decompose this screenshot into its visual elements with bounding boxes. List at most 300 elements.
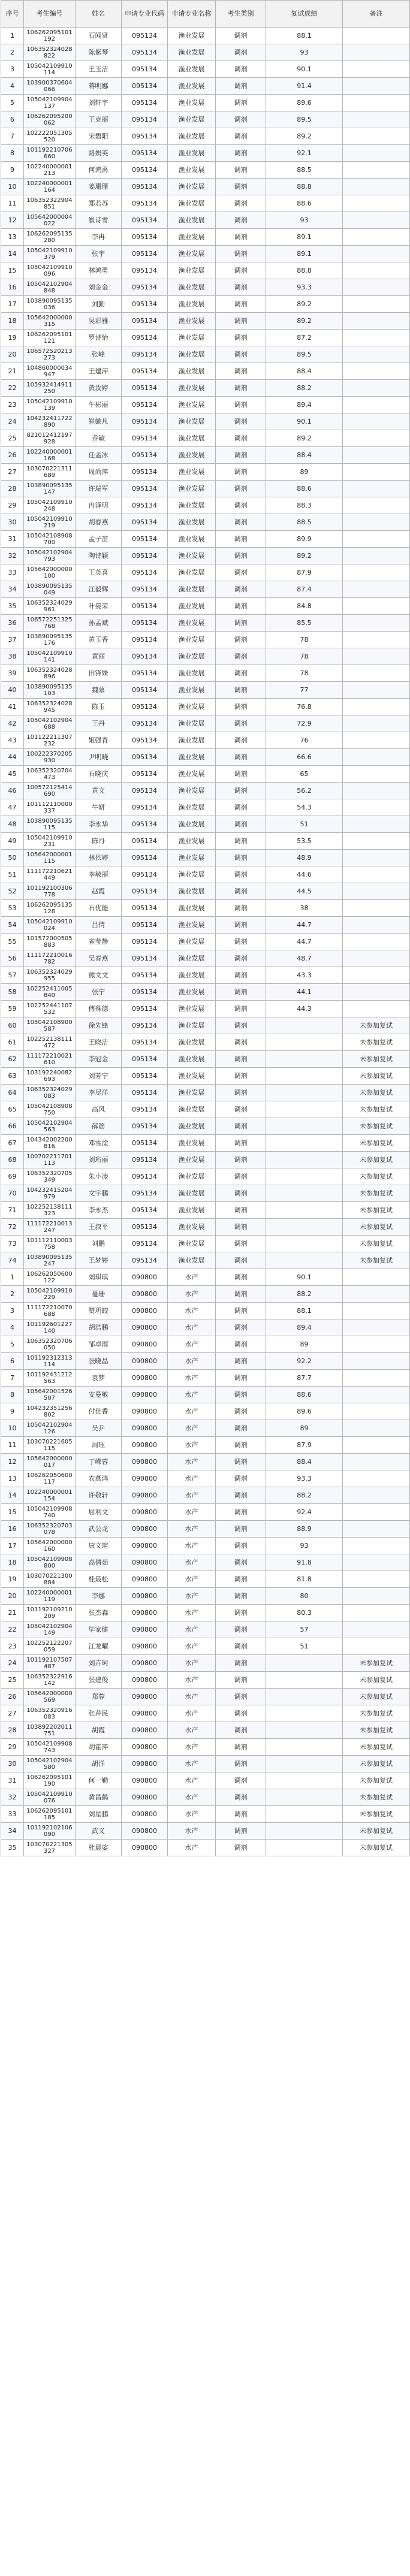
- cell-category: 调剂: [216, 1554, 266, 1571]
- cell-major-code: 095134: [122, 346, 168, 363]
- cell-note: 未参加复试: [343, 1068, 410, 1085]
- cell-name: 刘琪琪: [76, 1269, 122, 1286]
- cell-exam-id: 102240000001213: [24, 162, 76, 179]
- cell-major-name: 渔业发展: [168, 850, 216, 866]
- cell-name: 冉泽明: [76, 497, 122, 514]
- cell-category: 调剂: [216, 61, 266, 78]
- cell-exam-id: 103892202011751: [24, 1722, 76, 1739]
- cell-name: 张杰森: [76, 1605, 122, 1621]
- cell-name: 刘卉珂: [76, 1655, 122, 1672]
- cell-exam-id: 101192431212563: [24, 1370, 76, 1387]
- cell-major-code: 090800: [122, 1571, 168, 1588]
- cell-major-name: 水产: [168, 1638, 216, 1655]
- table-row: [1, 1001, 410, 1017]
- cell-major-code: 095134: [122, 883, 168, 900]
- cell-major-code: 095134: [122, 330, 168, 346]
- cell-category: 调剂: [216, 212, 266, 229]
- cell-score: 56.2: [266, 783, 343, 799]
- cell-name: 黄丽: [76, 648, 122, 665]
- cell-note: [343, 866, 410, 883]
- table-row: [1, 1487, 410, 1504]
- cell-seq: 35: [1, 598, 24, 615]
- cell-major-code: 095134: [122, 313, 168, 330]
- cell-exam-id: 111172210021610: [24, 1051, 76, 1068]
- cell-seq: 64: [1, 1085, 24, 1101]
- table-row: [1, 682, 410, 699]
- table-row: [1, 1521, 410, 1538]
- cell-category: 调剂: [216, 1420, 266, 1437]
- cell-note: 未参加复试: [343, 1034, 410, 1051]
- cell-major-code: 095134: [122, 1068, 168, 1085]
- cell-category: 调剂: [216, 1538, 266, 1554]
- table-row: [1, 380, 410, 397]
- cell-name: 丁嵘蓉: [76, 1454, 122, 1470]
- cell-exam-id: 106262095101185: [24, 1806, 76, 1823]
- cell-seq: 5: [1, 95, 24, 111]
- cell-exam-id: 103192240082693: [24, 1068, 76, 1085]
- cell-note: [343, 145, 410, 162]
- cell-major-code: 090800: [122, 1655, 168, 1672]
- table-row: [1, 1605, 410, 1621]
- cell-score: [266, 1051, 343, 1068]
- cell-major-code: 095134: [122, 1085, 168, 1101]
- cell-category: 调剂: [216, 1336, 266, 1353]
- table-row: [1, 766, 410, 783]
- cell-note: [343, 850, 410, 866]
- cell-major-name: 渔业发展: [168, 313, 216, 330]
- cell-name: 高倩茹: [76, 1554, 122, 1571]
- cell-major-code: 090800: [122, 1403, 168, 1420]
- cell-major-code: 095134: [122, 1219, 168, 1236]
- cell-major-code: 095134: [122, 1034, 168, 1051]
- cell-category: 调剂: [216, 481, 266, 497]
- cell-major-name: 水产: [168, 1420, 216, 1437]
- table-row: [1, 1403, 410, 1420]
- cell-seq: 59: [1, 1001, 24, 1017]
- cell-major-name: 渔业发展: [168, 61, 216, 78]
- cell-major-name: 渔业发展: [168, 732, 216, 749]
- cell-category: 调剂: [216, 1672, 266, 1689]
- cell-category: 调剂: [216, 934, 266, 950]
- cell-exam-id: 101112110000337: [24, 799, 76, 816]
- cell-major-name: 渔业发展: [168, 145, 216, 162]
- cell-exam-id: 105042102904563: [24, 1118, 76, 1135]
- cell-major-name: 渔业发展: [168, 648, 216, 665]
- cell-name: 田锋姝: [76, 665, 122, 682]
- cell-seq: 46: [1, 783, 24, 799]
- cell-name: 杜晨娑: [76, 1840, 122, 1856]
- cell-seq: 67: [1, 1135, 24, 1152]
- cell-major-name: 水产: [168, 1353, 216, 1370]
- cell-exam-id: 103890095135176: [24, 632, 76, 648]
- cell-exam-id: 105642000000017: [24, 1454, 76, 1470]
- cell-score: [266, 1168, 343, 1185]
- cell-major-code: 095134: [122, 1135, 168, 1152]
- cell-exam-id: 103890095135147: [24, 481, 76, 497]
- cell-note: [343, 1420, 410, 1437]
- cell-name: 任孟冰: [76, 447, 122, 464]
- cell-major-code: 095134: [122, 262, 168, 279]
- cell-category: 调剂: [216, 1236, 266, 1252]
- cell-category: 调剂: [216, 1638, 266, 1655]
- cell-exam-id: 105042109910141: [24, 648, 76, 665]
- cell-exam-id: 103070221311689: [24, 464, 76, 481]
- table-row: [1, 78, 410, 95]
- table-row: [1, 430, 410, 447]
- table-row: [1, 397, 410, 413]
- cell-seq: 20: [1, 1588, 24, 1605]
- cell-note: [343, 128, 410, 145]
- cell-major-code: 095134: [122, 900, 168, 917]
- cell-major-name: 水产: [168, 1319, 216, 1336]
- cell-category: 调剂: [216, 1135, 266, 1152]
- cell-seq: 1: [1, 1269, 24, 1286]
- cell-name: 张宇: [76, 246, 122, 262]
- cell-name: 牛彬丽: [76, 397, 122, 413]
- cell-note: [343, 1571, 410, 1588]
- cell-seq: 27: [1, 1705, 24, 1722]
- cell-name: 赞玥皎: [76, 1303, 122, 1319]
- cell-seq: 24: [1, 1655, 24, 1672]
- header-col-score: 复试成绩: [266, 1, 343, 28]
- cell-exam-id: 102252122207059: [24, 1638, 76, 1655]
- cell-exam-id: 103890095135049: [24, 581, 76, 598]
- cell-major-name: 水产: [168, 1286, 216, 1303]
- cell-exam-id: 105042102904580: [24, 1756, 76, 1772]
- cell-exam-id: 101192312313114: [24, 1353, 76, 1370]
- cell-score: 89.6: [266, 95, 343, 111]
- cell-category: 调剂: [216, 1185, 266, 1202]
- cell-major-name: 水产: [168, 1370, 216, 1387]
- cell-major-code: 095134: [122, 531, 168, 548]
- cell-score: 88.1: [266, 28, 343, 44]
- cell-exam-id: 106262095135128: [24, 900, 76, 917]
- cell-seq: 27: [1, 464, 24, 481]
- cell-name: 周珏: [76, 1437, 122, 1454]
- cell-score: 88.4: [266, 363, 343, 380]
- cell-category: 调剂: [216, 682, 266, 699]
- cell-score: 48.7: [266, 950, 343, 967]
- cell-major-code: 095134: [122, 950, 168, 967]
- cell-major-name: 渔业发展: [168, 1118, 216, 1135]
- cell-major-code: 095134: [122, 934, 168, 950]
- cell-score: 93: [266, 1538, 343, 1554]
- table-row: [1, 1370, 410, 1387]
- cell-category: 调剂: [216, 497, 266, 514]
- table-row: [1, 1789, 410, 1806]
- cell-major-name: 渔业发展: [168, 346, 216, 363]
- cell-name: 刘星鹏: [76, 1806, 122, 1823]
- cell-name: 牛妍: [76, 799, 122, 816]
- table-row: [1, 1823, 410, 1840]
- cell-category: 调剂: [216, 1840, 266, 1856]
- cell-major-name: 水产: [168, 1454, 216, 1470]
- table-row: [1, 1353, 410, 1370]
- table-row: [1, 1101, 410, 1118]
- table-row: [1, 699, 410, 715]
- cell-major-code: 095134: [122, 195, 168, 212]
- cell-exam-id: 101192109210209: [24, 1605, 76, 1621]
- cell-exam-id: 105042109908740: [24, 1504, 76, 1521]
- cell-name: 屈利文: [76, 1504, 122, 1521]
- cell-category: 调剂: [216, 514, 266, 531]
- cell-name: 薛筋: [76, 1118, 122, 1135]
- cell-name: 李永华: [76, 816, 122, 833]
- cell-name: 孙孟斌: [76, 615, 122, 632]
- cell-score: 89.6: [266, 1403, 343, 1420]
- cell-note: [343, 1621, 410, 1638]
- cell-note: [343, 1554, 410, 1571]
- cell-name: 王克丽: [76, 111, 122, 128]
- cell-major-name: 水产: [168, 1689, 216, 1705]
- cell-note: [343, 262, 410, 279]
- cell-note: [343, 195, 410, 212]
- cell-score: 66.6: [266, 749, 343, 766]
- cell-seq: 34: [1, 1823, 24, 1840]
- cell-category: 调剂: [216, 632, 266, 648]
- cell-seq: 24: [1, 413, 24, 430]
- cell-note: [343, 1286, 410, 1303]
- cell-major-code: 095134: [122, 833, 168, 850]
- cell-score: 80: [266, 1588, 343, 1605]
- cell-major-code: 090800: [122, 1387, 168, 1403]
- cell-exam-id: 106262095200062: [24, 111, 76, 128]
- table-row: [1, 162, 410, 179]
- cell-category: 调剂: [216, 1152, 266, 1168]
- cell-seq: 49: [1, 833, 24, 850]
- cell-score: [266, 1135, 343, 1152]
- cell-major-name: 渔业发展: [168, 246, 216, 262]
- cell-major-name: 渔业发展: [168, 430, 216, 447]
- table-row: [1, 1437, 410, 1454]
- cell-score: [266, 1118, 343, 1135]
- cell-major-name: 水产: [168, 1621, 216, 1638]
- cell-note: [343, 632, 410, 648]
- cell-score: [266, 1101, 343, 1118]
- cell-note: [343, 397, 410, 413]
- cell-major-name: 渔业发展: [168, 447, 216, 464]
- cell-seq: 50: [1, 850, 24, 866]
- cell-name: 黄汝婷: [76, 380, 122, 397]
- cell-exam-id: 105042109908743: [24, 1739, 76, 1756]
- cell-major-code: 095134: [122, 699, 168, 715]
- cell-name: 张宁: [76, 984, 122, 1001]
- table-row: [1, 1538, 410, 1554]
- cell-major-name: 渔业发展: [168, 1152, 216, 1168]
- cell-name: 周尚萍: [76, 464, 122, 481]
- cell-major-code: 090800: [122, 1504, 168, 1521]
- table-row: [1, 548, 410, 564]
- cell-seq: 38: [1, 648, 24, 665]
- cell-name: 熊文文: [76, 967, 122, 984]
- table-row: [1, 665, 410, 682]
- cell-note: [343, 548, 410, 564]
- cell-category: 调剂: [216, 330, 266, 346]
- table-row: [1, 1454, 410, 1470]
- cell-category: 调剂: [216, 783, 266, 799]
- cell-major-name: 水产: [168, 1571, 216, 1588]
- cell-category: 调剂: [216, 1487, 266, 1504]
- cell-score: [266, 1789, 343, 1806]
- cell-score: 89.1: [266, 229, 343, 246]
- cell-name: 邹卓雨: [76, 1336, 122, 1353]
- cell-category: 调剂: [216, 1017, 266, 1034]
- cell-major-code: 090800: [122, 1772, 168, 1789]
- table-row: [1, 1588, 410, 1605]
- table-row: [1, 330, 410, 346]
- cell-seq: 62: [1, 1051, 24, 1068]
- cell-name: 王梦婷: [76, 1252, 122, 1269]
- cell-name: 农燕鸿: [76, 1470, 122, 1487]
- table-row: [1, 900, 410, 917]
- cell-major-name: 水产: [168, 1504, 216, 1521]
- cell-major-code: 095134: [122, 682, 168, 699]
- cell-exam-id: 104860000034947: [24, 363, 76, 380]
- cell-major-code: 090800: [122, 1353, 168, 1370]
- cell-major-name: 渔业发展: [168, 632, 216, 648]
- cell-name: 陶诗颖: [76, 548, 122, 564]
- cell-score: 89.1: [266, 246, 343, 262]
- cell-exam-id: 105042102904149: [24, 1621, 76, 1638]
- cell-note: [343, 346, 410, 363]
- cell-exam-id: 103070221605115: [24, 1437, 76, 1454]
- cell-name: 陈丹: [76, 833, 122, 850]
- cell-seq: 28: [1, 1722, 24, 1739]
- cell-name: 石晓庆: [76, 766, 122, 783]
- cell-note: [343, 162, 410, 179]
- cell-category: 调剂: [216, 1219, 266, 1236]
- cell-major-name: 水产: [168, 1739, 216, 1756]
- table-row: [1, 497, 410, 514]
- cell-exam-id: 101192601227140: [24, 1319, 76, 1336]
- cell-major-name: 渔业发展: [168, 984, 216, 1001]
- cell-major-name: 渔业发展: [168, 497, 216, 514]
- cell-major-name: 渔业发展: [168, 917, 216, 934]
- cell-major-code: 095134: [122, 984, 168, 1001]
- cell-exam-id: 106352320704473: [24, 766, 76, 783]
- cell-major-name: 渔业发展: [168, 514, 216, 531]
- cell-major-code: 095134: [122, 95, 168, 111]
- cell-name: 傅殊德: [76, 1001, 122, 1017]
- table-row: [1, 1470, 410, 1487]
- cell-major-name: 渔业发展: [168, 1034, 216, 1051]
- cell-major-code: 095134: [122, 413, 168, 430]
- cell-score: 89: [266, 1336, 343, 1353]
- cell-exam-id: 103070221305327: [24, 1840, 76, 1856]
- table-row: [1, 128, 410, 145]
- cell-major-name: 水产: [168, 1705, 216, 1722]
- cell-major-code: 090800: [122, 1588, 168, 1605]
- cell-major-code: 095134: [122, 1051, 168, 1068]
- cell-seq: 51: [1, 866, 24, 883]
- cell-exam-id: 821012412197928: [24, 430, 76, 447]
- cell-name: 郑若苏: [76, 195, 122, 212]
- cell-note: [343, 682, 410, 699]
- table-row: [1, 917, 410, 934]
- cell-category: 调剂: [216, 1756, 266, 1772]
- cell-category: 调剂: [216, 1772, 266, 1789]
- cell-major-name: 水产: [168, 1403, 216, 1420]
- cell-score: 88.6: [266, 195, 343, 212]
- cell-category: 调剂: [216, 1504, 266, 1521]
- cell-exam-id: 105042102904126: [24, 1420, 76, 1437]
- cell-note: 未参加复试: [343, 1655, 410, 1672]
- cell-exam-id: 104232351256802: [24, 1403, 76, 1420]
- cell-exam-id: 106572251325768: [24, 615, 76, 632]
- cell-score: [266, 1202, 343, 1219]
- cell-major-code: 095134: [122, 128, 168, 145]
- cell-exam-id: 101112110003758: [24, 1236, 76, 1252]
- cell-category: 调剂: [216, 78, 266, 95]
- cell-exam-id: 101122211307232: [24, 732, 76, 749]
- cell-seq: 21: [1, 1605, 24, 1621]
- table-row: [1, 934, 410, 950]
- cell-major-code: 095134: [122, 229, 168, 246]
- table-row: [1, 581, 410, 598]
- cell-seq: 9: [1, 162, 24, 179]
- cell-note: 未参加复试: [343, 1219, 410, 1236]
- cell-major-name: 渔业发展: [168, 665, 216, 682]
- cell-category: 调剂: [216, 1789, 266, 1806]
- cell-major-code: 095134: [122, 61, 168, 78]
- cell-major-name: 水产: [168, 1437, 216, 1454]
- cell-exam-id: 105042109910248: [24, 497, 76, 514]
- table-row: [1, 732, 410, 749]
- cell-major-code: 095134: [122, 430, 168, 447]
- table-row: [1, 1638, 410, 1655]
- cell-score: [266, 1689, 343, 1705]
- cell-seq: 25: [1, 430, 24, 447]
- cell-note: 未参加复试: [343, 1823, 410, 1840]
- cell-major-code: 090800: [122, 1605, 168, 1621]
- cell-major-name: 渔业发展: [168, 262, 216, 279]
- cell-major-code: 095134: [122, 1152, 168, 1168]
- cell-note: [343, 363, 410, 380]
- cell-seq: 29: [1, 1739, 24, 1756]
- cell-major-name: 渔业发展: [168, 883, 216, 900]
- cell-score: 89.2: [266, 128, 343, 145]
- cell-score: 93.3: [266, 1470, 343, 1487]
- cell-note: [343, 212, 410, 229]
- cell-name: 何鸿禹: [76, 162, 122, 179]
- cell-category: 调剂: [216, 715, 266, 732]
- cell-seq: 16: [1, 1521, 24, 1538]
- cell-major-code: 095134: [122, 581, 168, 598]
- cell-seq: 44: [1, 749, 24, 766]
- cell-note: [343, 699, 410, 715]
- cell-name: 崔懿凡: [76, 413, 122, 430]
- cell-seq: 43: [1, 732, 24, 749]
- cell-category: 调剂: [216, 1588, 266, 1605]
- cell-category: 调剂: [216, 28, 266, 44]
- table-row: [1, 212, 410, 229]
- cell-score: 87.2: [266, 330, 343, 346]
- cell-seq: 35: [1, 1840, 24, 1856]
- cell-note: [343, 430, 410, 447]
- cell-major-name: 水产: [168, 1823, 216, 1840]
- table-row: [1, 262, 410, 279]
- cell-score: 85.5: [266, 615, 343, 632]
- cell-exam-id: 105042102904688: [24, 715, 76, 732]
- cell-note: [343, 833, 410, 850]
- cell-name: 徐先锋: [76, 1017, 122, 1034]
- cell-major-code: 090800: [122, 1336, 168, 1353]
- cell-major-name: 渔业发展: [168, 128, 216, 145]
- table-row: [1, 1655, 410, 1672]
- cell-seq: 3: [1, 61, 24, 78]
- cell-major-name: 水产: [168, 1336, 216, 1353]
- cell-seq: 30: [1, 514, 24, 531]
